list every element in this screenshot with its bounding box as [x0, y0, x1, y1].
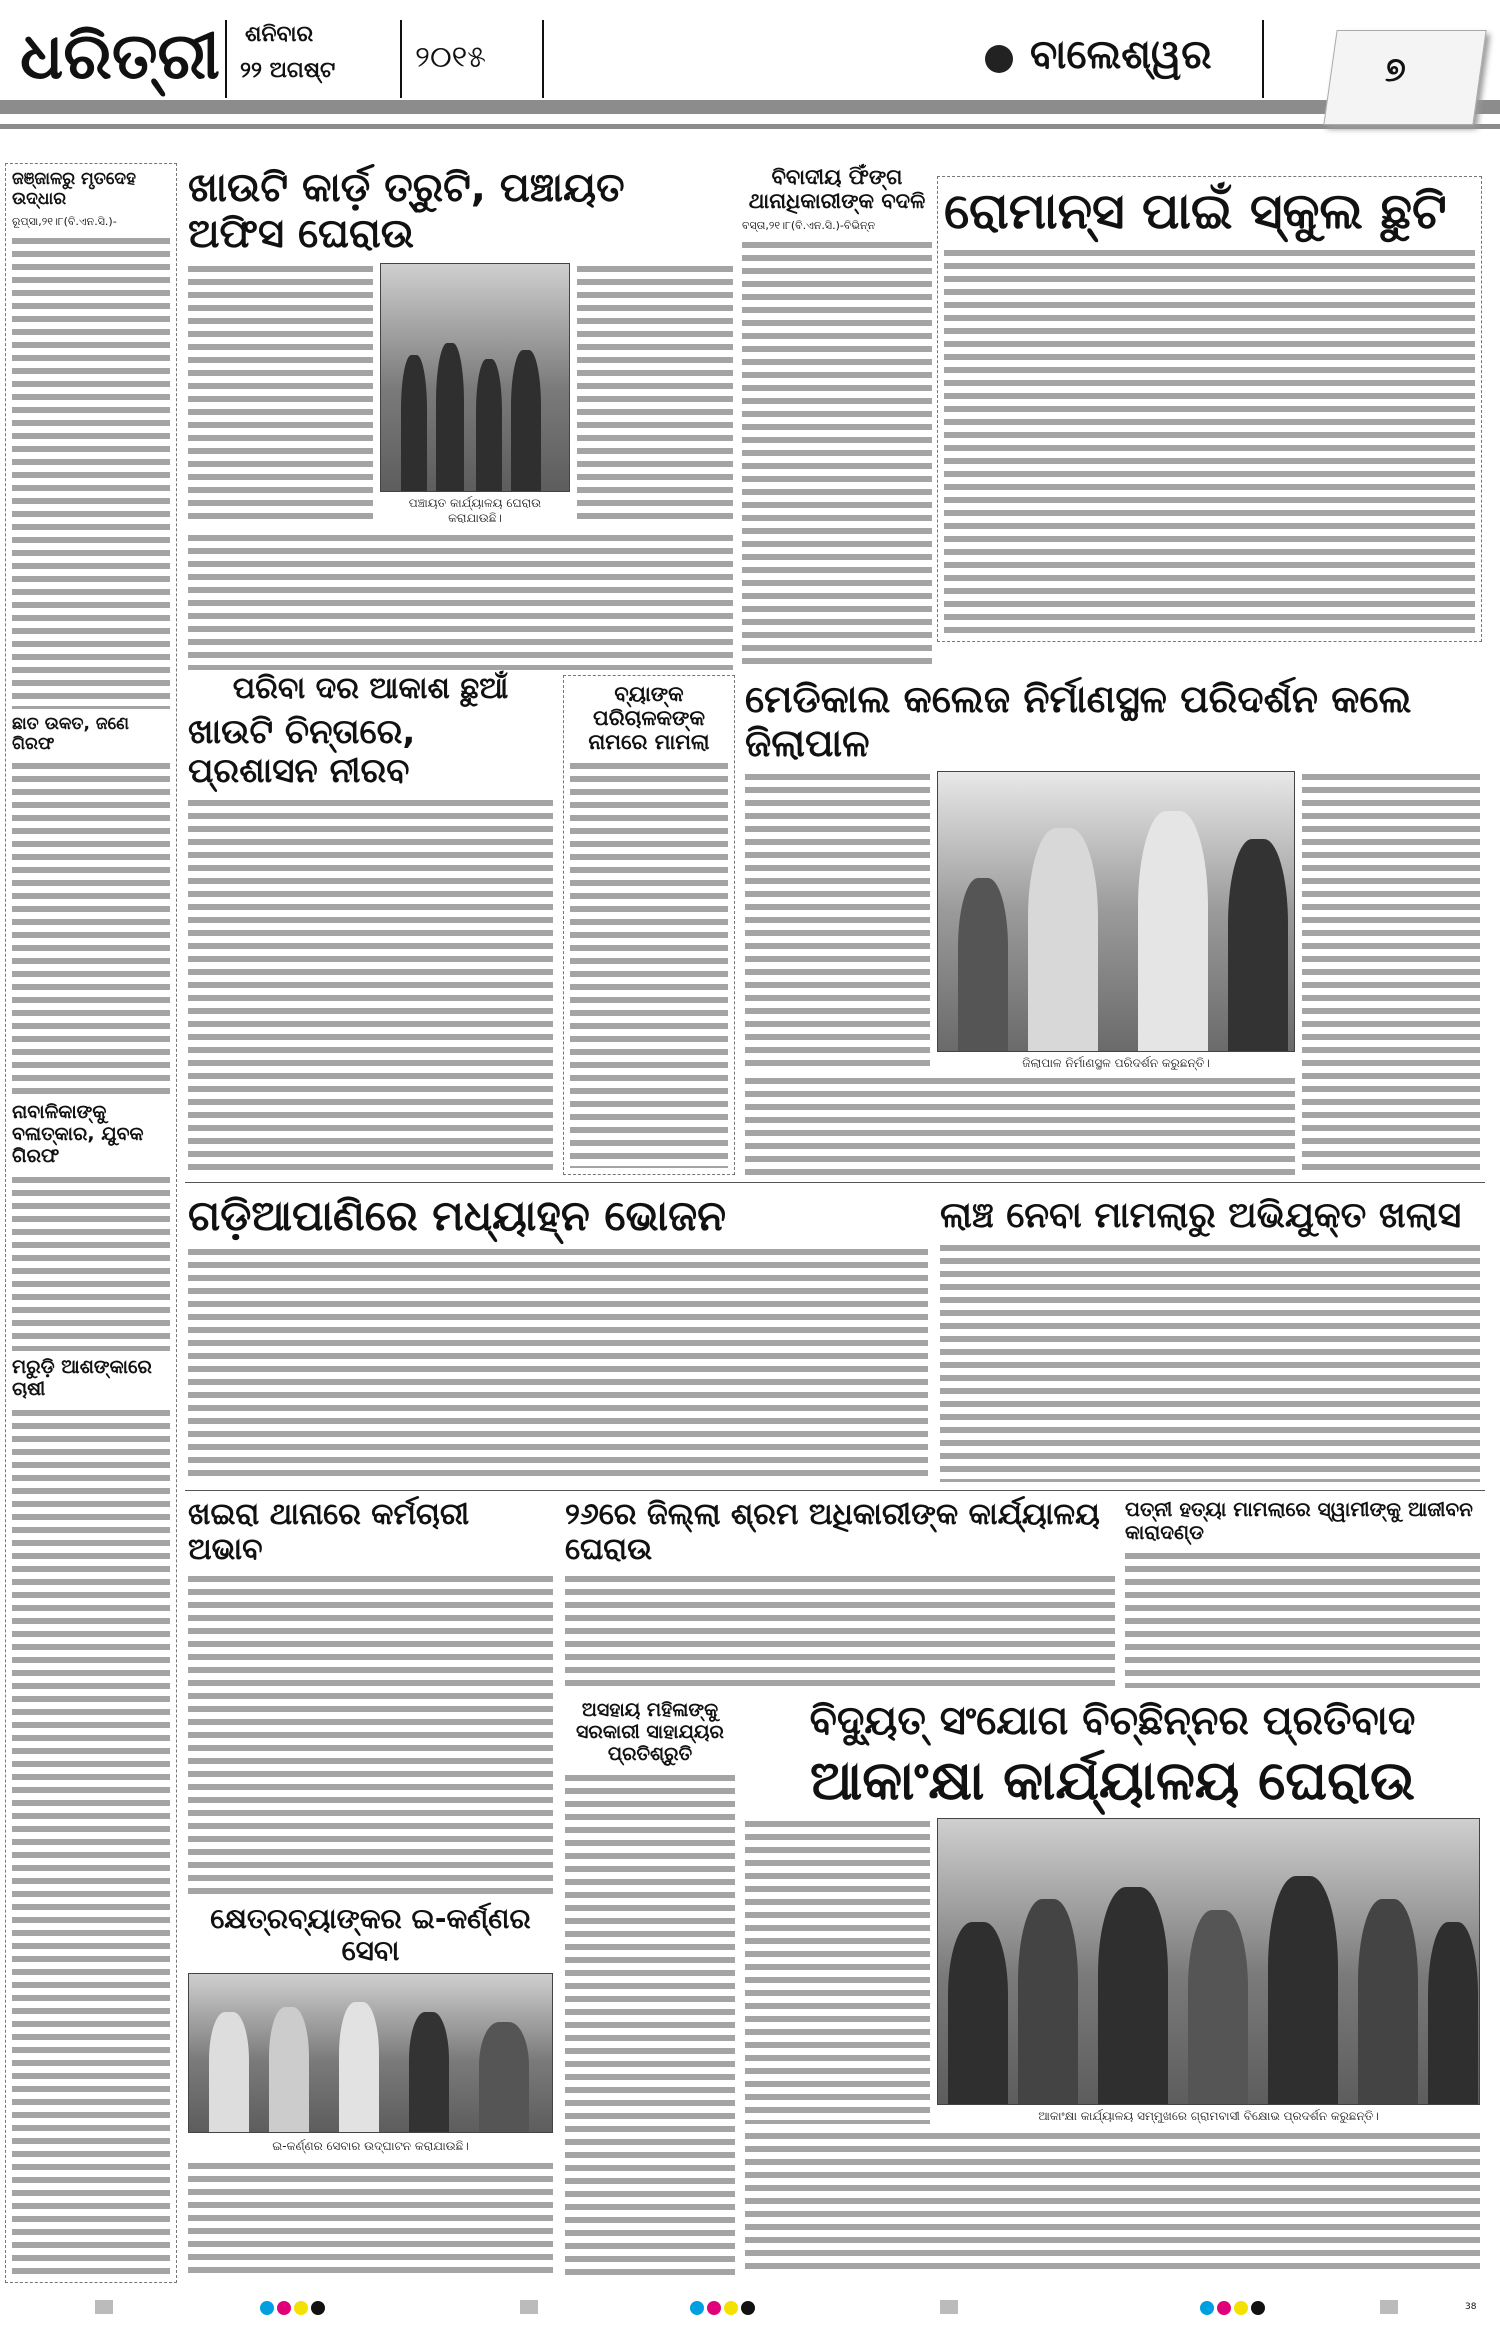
story-ration-card [188, 165, 733, 670]
dateline: ରୂପ୍ସା,୨୧।୮(ବି.ଏନ.ସି.)- [12, 215, 117, 229]
bullet-icon [985, 45, 1013, 73]
photo-caption: ଆକାଂକ୍ଷା କାର୍ଯ୍ୟାଳୟ ସମ୍ମୁଖରେ ଗ୍ରାମବାସୀ ବିକ୍ଷୋଭ ପ୍ରଦର୍ଶନ କରୁଛନ୍ତି। [1038, 2108, 1379, 2123]
page-code: 38 [1465, 2302, 1477, 2312]
story-helpless [565, 1700, 735, 2275]
headline: କ୍ଷେତ୍ରବ୍ୟାଙ୍କର ଇ-କର୍ଣ୍ଣର ସେବା [210, 1902, 531, 1968]
article-body [1125, 1550, 1480, 1688]
article-body [570, 760, 728, 1168]
article-body [12, 1407, 170, 2276]
registration-mark [520, 2300, 538, 2314]
headline: ମେଡିକାଲ କଲେଜ ନିର୍ମାଣସ୍ଥଳ ପରିଦର୍ଶନ କଲେ ଜିଲାପାଳ [745, 677, 1412, 765]
photo-caption: ଜିଲାପାଳ ନିର୍ମାଣସ୍ଥଳ ପରିଦର୍ଶନ କରୁଛନ୍ତି। [1022, 1056, 1210, 1071]
story-bank-case [563, 675, 735, 1175]
story-bribe [940, 1195, 1480, 1482]
story-murder [1125, 1498, 1480, 1688]
registration-mark [95, 2300, 113, 2314]
headline: ମରୁଡ଼ି ଆଶଙ୍କାରେ ଚାଷୀ [12, 1356, 152, 1401]
divider [1262, 20, 1264, 98]
year: ୨୦୧୫ [415, 40, 487, 75]
article-body [745, 1818, 930, 2123]
story-medical [745, 678, 1480, 1175]
story-labour [565, 1498, 1115, 1688]
headline: ପତ୍ନୀ ହତ୍ୟା ମାମଲାରେ ସ୍ୱାମୀଙ୍କୁ ଆଜୀବନ କାରାଦଣ୍ଡ [1125, 1497, 1473, 1544]
article-body [188, 2160, 553, 2275]
article-body [742, 239, 932, 670]
color-registration-marks [1200, 2300, 1268, 2319]
photo-caption: ପଞ୍ଚାୟତ କାର୍ଯ୍ୟାଳୟ ଘେରାଉ କରାଯାଉଛି। [408, 496, 542, 525]
story-transfer [742, 165, 932, 670]
article-body [12, 235, 170, 709]
article-body [745, 2130, 1480, 2275]
article-body [1302, 771, 1480, 1175]
day: ଶନିବାର [245, 22, 314, 47]
article-body [944, 247, 1475, 636]
story-ecorner [188, 1903, 553, 2275]
article-body [940, 1242, 1480, 1482]
registration-mark [1380, 2300, 1398, 2314]
article-body [565, 1573, 1115, 1688]
headline: ବିବାଦୀୟ ଫିଁଙ୍ଗ ଥାନାଧିକାରୀଙ୍କ ବଦଳି [748, 165, 926, 214]
divider [400, 20, 402, 98]
page-number: ୭ [1385, 50, 1406, 90]
story-romance [937, 176, 1482, 642]
article-body [188, 1573, 553, 1895]
article-body [188, 797, 553, 1172]
headline: ଜଞ୍ଜାଳରୁ ମୃତଦେହ ଉଦ୍ଧାର [12, 169, 137, 209]
story-electricity [745, 1698, 1480, 2275]
divider [185, 1182, 1485, 1183]
divider [542, 20, 544, 98]
story-midday-meal [188, 1192, 928, 1482]
divider [185, 1490, 1485, 1491]
header-rule [0, 100, 1500, 114]
article-body [188, 263, 373, 526]
left-column [5, 163, 177, 2283]
headline: ଗଡ଼ିଆପାଣିରେ ମଧ୍ୟାହ୍ନ ଭୋଜନ [188, 1191, 727, 1240]
header-rule [0, 124, 1500, 129]
headline: ଆକାଂକ୍ଷା କାର୍ଯ୍ୟାଳୟ ଘେରାଉ [810, 1749, 1415, 1812]
headline: ଛାତ ଉକତ, ଜଣେ ଗିରଫ [12, 714, 130, 754]
dateline: ବସ୍ତା,୨୧।୮(ବି.ଏନ.ସି.)-ବିଭିନ୍ନ [742, 219, 876, 233]
article-body [12, 1174, 170, 1352]
photo [188, 1973, 553, 2133]
divider [225, 20, 227, 98]
story-vegetable [188, 672, 553, 1172]
photo [937, 1818, 1480, 2104]
headline: ନାବାଳିକାଙ୍କୁ ବଳାତ୍କାର, ଯୁବକ ଗିରଫ [12, 1100, 144, 1167]
headline: ପରିବା ଦର ଆକାଶ ଛୁଆଁ [232, 671, 509, 706]
headline: ବ୍ୟାଙ୍କ ପରିଚାଳକଙ୍କ ନାମରେ ମାମଲା [588, 682, 710, 755]
headline: ଖାଉଟି ଚିନ୍ତାରେ, ପ୍ରଶାସନ ନୀରବ [188, 711, 416, 791]
article-body [577, 263, 733, 526]
article-body [565, 1772, 735, 2275]
article-body [188, 532, 733, 670]
photo [937, 771, 1295, 1052]
headline: ରୋମାନ୍ସ ପାଇଁ ସ୍କୁଲ ଛୁଟି [944, 182, 1447, 240]
headline: ବିଦ୍ୟୁତ୍ ସଂଯୋଗ ବିଚ୍ଛିନ୍ନର ପ୍ରତିବାଦ [809, 1698, 1416, 1744]
article-body [745, 1075, 1295, 1175]
headline: ଖାଉଟି କାର୍ଡ଼ ତ୍ରୁଟି, ପଞ୍ଚାୟତ ଅଫିସ ଘେରାଉ [188, 165, 625, 257]
paper-masthead: ଧରିତ୍ରୀ [20, 20, 220, 94]
article-body [188, 1246, 928, 1482]
date: ୨୨ ଅଗଷ୍ଟ [240, 58, 336, 83]
registration-mark [940, 2300, 958, 2314]
headline: ୨୬ରେ ଜିଲ୍ଲା ଶ୍ରମ ଅଧିକାରୀଙ୍କ କାର୍ଯ୍ୟାଳୟ ଘେରାଉ [565, 1497, 1100, 1567]
photo-caption: ଇ-କର୍ଣ୍ଣର ସେବାର ଉଦ୍‌ଘାଟନ କରାଯାଉଛି। [272, 2139, 469, 2154]
headline: ଅସହାୟ ମହିଳାଙ୍କୁ ସରକାରୀ ସାହାଯ୍ୟର ପ୍ରତିଶ୍ରୁତି [576, 1699, 724, 1765]
color-registration-marks [260, 2300, 328, 2319]
headline: ଲାଞ୍ଚ ନେବା ମାମଲାରୁ ଅଭିଯୁକ୍ତ ଖଲାସ [940, 1195, 1462, 1236]
headline: ଖଇରା ଥାନାରେ କର୍ମଚାରୀ ଅଭାବ [188, 1497, 470, 1567]
article-body [12, 760, 170, 1096]
story-khaira [188, 1498, 553, 1895]
color-registration-marks [690, 2300, 758, 2319]
article-body [745, 771, 930, 1071]
edition-name: ବାଲେଶ୍ୱର [1030, 32, 1212, 78]
photo [380, 263, 570, 492]
